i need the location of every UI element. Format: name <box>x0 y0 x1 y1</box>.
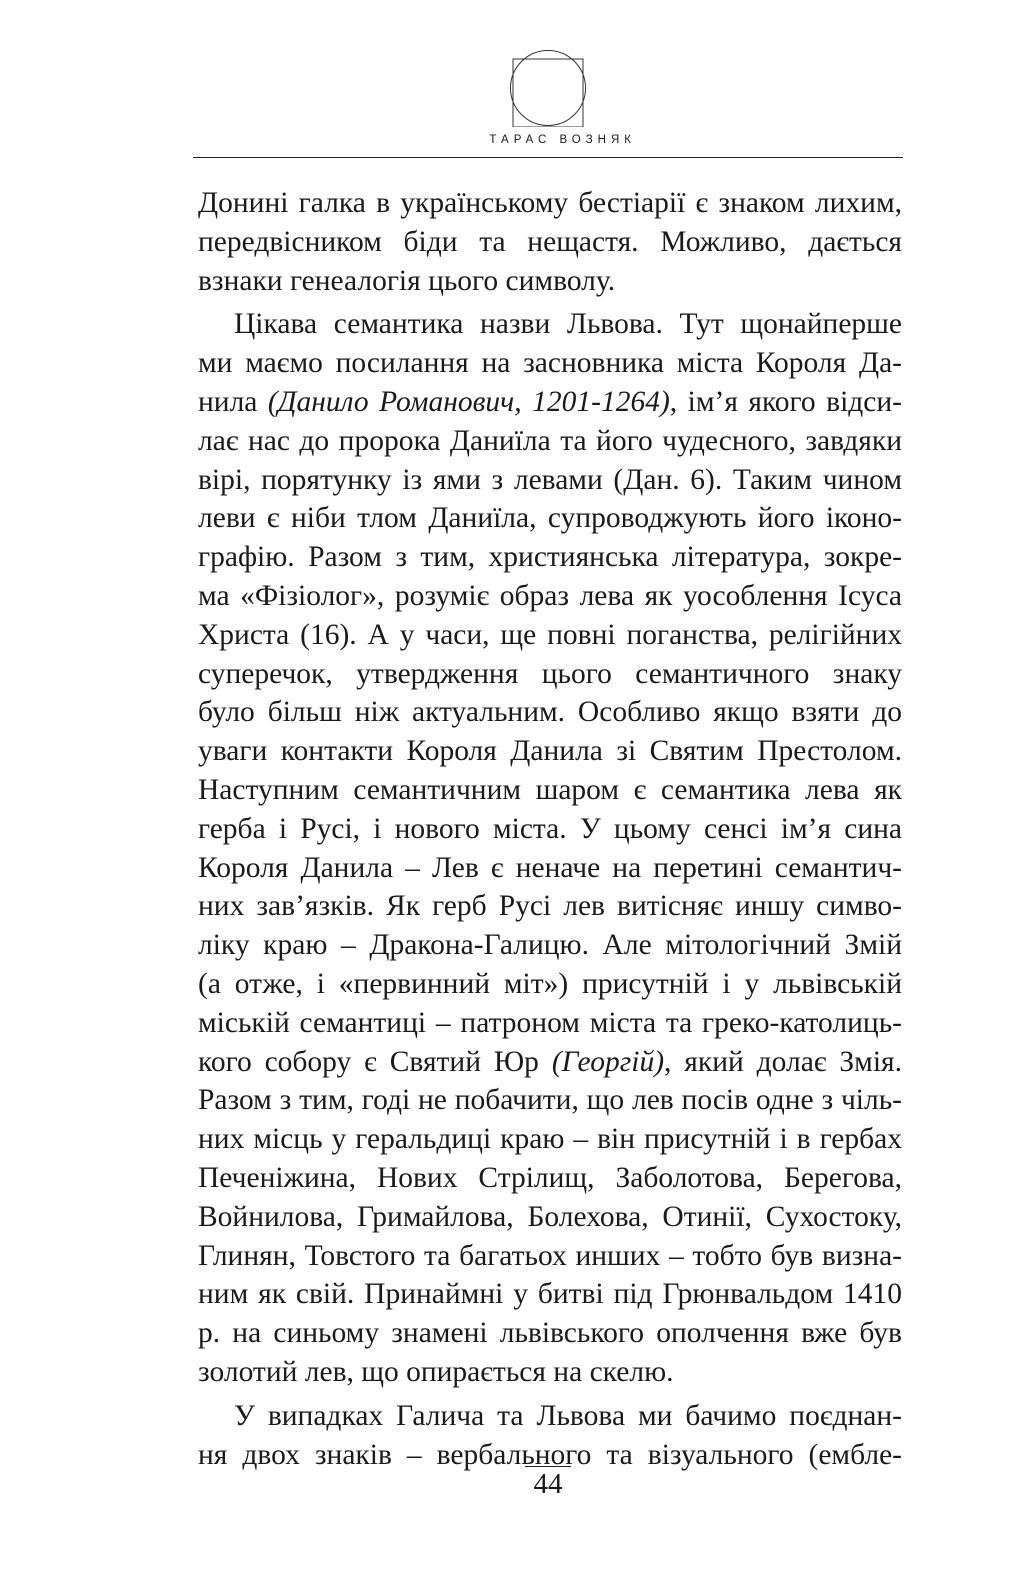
text-line <box>198 616 902 655</box>
text-line <box>198 383 902 422</box>
text-segment: них зав’язків. Як герб Русі лев витісняє иншу симво- <box>198 890 902 923</box>
text-segment: передвісником біди та нещастя. Можливо, дається <box>198 225 902 258</box>
text-line <box>198 262 902 301</box>
text-line <box>198 693 902 732</box>
text-line <box>198 810 902 849</box>
text-line <box>198 184 902 223</box>
running-head-author: ТАРАС ВОЗНЯК <box>489 134 636 146</box>
text-segment: золотий лев, що опирається на скелю. <box>198 1355 674 1388</box>
text-line <box>198 771 902 810</box>
text-segment: графію. Разом з тим, християнська література, зокре- <box>198 541 902 574</box>
text-line <box>198 223 902 262</box>
body-text <box>198 184 902 1474</box>
text-segment: кого собору є Святий Юр <box>198 1045 552 1078</box>
italic-text: (Георгій) <box>551 1045 665 1078</box>
text-line <box>198 1353 902 1392</box>
text-line <box>198 926 902 965</box>
text-segment: ним як свій. Принаймні у битві під Грюнвальдом 1410 <box>198 1278 902 1311</box>
text-line <box>198 1397 902 1436</box>
text-segment: р. на синьому знамені львівського ополчення вже був <box>198 1317 902 1350</box>
text-segment: уваги контакти Короля Данила зі Святим Престолом. <box>198 735 902 768</box>
text-segment: Глинян, Товстого та багатьох инших – тобто був визна- <box>198 1239 902 1272</box>
text-segment: У випадках Галича та Львова ми бачимо поєднан- <box>234 1399 902 1432</box>
text-segment: міській семантиці – патроном міста та греко-католиць- <box>198 1006 902 1039</box>
text-segment: герба і Русі, і нового міста. У цьому сенсі ім’я сина <box>198 812 902 845</box>
text-line <box>198 1081 902 1120</box>
text-segment: Христа (16). А у часи, ще повні поганства, релігійних <box>198 618 902 651</box>
text-segment: було більш ніж актуальним. Особливо якщо взяти до <box>198 696 902 729</box>
text-segment: них місць у геральдиці краю – він присутній і в гербах <box>198 1123 902 1156</box>
text-line <box>198 538 902 577</box>
text-segment: лає нас до пророка Даниїла та його чудесного, завдяки <box>198 424 902 457</box>
text-segment: Наступним семантичним шаром є семантика лева як <box>198 773 902 806</box>
text-line <box>198 732 902 771</box>
header-rule <box>193 157 903 158</box>
text-line <box>198 1043 902 1082</box>
page-number: 44 <box>525 1466 571 1501</box>
text-line <box>198 887 902 926</box>
text-line <box>198 1159 902 1198</box>
text-segment: , ім’я якого відси- <box>669 385 902 418</box>
text-line <box>198 965 902 1004</box>
text-segment: взнаки генеалогія цього символу. <box>198 264 616 297</box>
text-segment: Печеніжина, Нових Стрілищ, Заболотова, Берегова, <box>198 1161 902 1194</box>
italic-text: (Данило Романович, 1201-1264) <box>267 385 670 418</box>
text-line <box>198 1120 902 1159</box>
text-segment: ліку краю – Дракона-Галицю. Але мітологічний Змій <box>198 929 902 962</box>
text-segment: ми маємо посилання на засновника міста Короля Да- <box>198 347 902 380</box>
text-line <box>198 1275 902 1314</box>
text-line <box>198 461 902 500</box>
text-line <box>198 344 902 383</box>
text-line <box>198 577 902 616</box>
circle-square-emblem-icon <box>509 49 587 127</box>
text-line <box>198 1004 902 1043</box>
text-line <box>198 1314 902 1353</box>
text-line <box>198 422 902 461</box>
text-segment: Донині галка в українському бестіарії є знаком лихим, <box>198 187 902 219</box>
text-line <box>198 305 902 344</box>
text-line <box>198 1198 902 1237</box>
text-segment: вірі, порятунку із ями з левами (Дан. 6). Таким чином <box>198 463 902 496</box>
text-segment: нила <box>198 385 268 418</box>
text-segment: Короля Данила – Лев є неначе на перетині семантич- <box>198 851 902 884</box>
text-segment: Цікава семантика назви Львова. Тут щонайперше <box>234 308 902 341</box>
text-line <box>198 655 902 694</box>
text-segment: ня двох знаків – вербального та візуального (ембле- <box>198 1438 902 1471</box>
text-segment: Войнилова, Гримайлова, Болехова, Отинії, Сухостоку, <box>198 1200 902 1233</box>
text-segment: (а отже, і «первинний міт») присутній і у львівській <box>198 967 902 1000</box>
text-line <box>198 499 902 538</box>
text-segment: Разом з тим, годі не побачити, що лев посів одне з чіль- <box>198 1084 902 1117</box>
text-line <box>198 849 902 888</box>
text-line <box>198 1237 902 1276</box>
text-segment: ма «Фізіолог», розуміє образ лева як уособлення Ісуса <box>198 579 902 612</box>
text-segment: суперечок, утвердження цього семантичного знаку <box>198 657 902 690</box>
text-segment: , який долає Змія. <box>664 1045 902 1078</box>
text-segment: леви є ніби тлом Даниїла, супроводжують його іконо- <box>198 502 902 535</box>
